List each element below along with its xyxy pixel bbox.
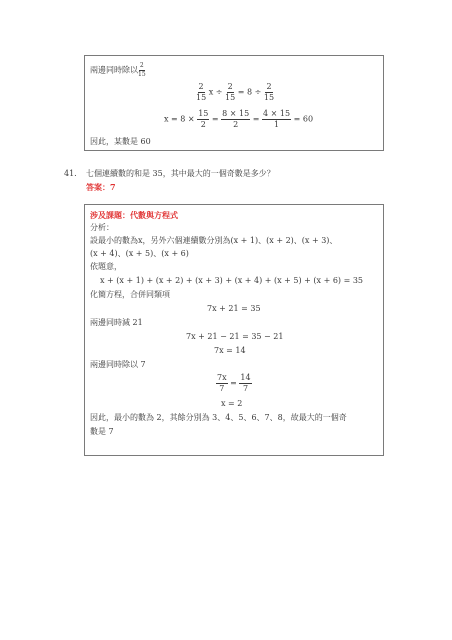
eq1-mid2: = 8 ÷ [237, 87, 262, 97]
divide-fraction-num: 2 [139, 62, 144, 69]
setup-line-2: (x + 4)、(x + 5)、(x + 6) [90, 249, 189, 258]
eq1-frac-b-den: 15 [225, 93, 236, 102]
eq2-frac-b [221, 110, 250, 129]
eq2-frac-b-den: 2 [233, 120, 239, 129]
eq1-frac-a [196, 83, 206, 102]
eq2-frac-a-den: 2 [200, 120, 206, 129]
eq2-frac-c-num: 4 × 15 [263, 109, 291, 118]
setup-line-1: 設最小的數為x，另外六個連續數分別為(x + 1)、(x + 2)、(x + 3)、 [90, 236, 338, 245]
equation-x-2: x = 2 [221, 399, 243, 408]
divide-label: 兩邊同時除以 7 [90, 360, 146, 369]
div-frac-left-num: 7x [217, 373, 227, 382]
simplify-label: 化簡方程，合併同類項 [90, 290, 170, 299]
divide-instruction-text: 兩邊同時除以 [90, 65, 138, 75]
divide-fraction [138, 63, 146, 78]
equation-sum: x + (x + 1) + (x + 2) + (x + 3) + (x + 4) + (x + 5) + (x + 6) = 35 [100, 276, 364, 285]
div-frac-left-den: 7 [219, 384, 225, 393]
analysis-label: 分析： [90, 223, 114, 232]
question-text: 七個連續數的和是 35，其中最大的一個奇數是多少？ [86, 169, 275, 178]
eq1-frac-a-den: 15 [196, 93, 207, 102]
answer-label: 答案：7 [86, 182, 116, 192]
eq1-frac-b [225, 83, 235, 102]
eq2-left: x = 8 × [164, 114, 195, 124]
equation-divide [196, 83, 274, 102]
eq2-frac-c-den: 1 [274, 120, 280, 129]
according-label: 依題意， [90, 262, 122, 271]
div-frac-right [239, 374, 251, 393]
equation-simplified: 7x + 21 = 35 [207, 304, 261, 313]
box1-conclusion: 因此，某數是 60 [90, 137, 151, 146]
eq2-frac-c [262, 110, 291, 129]
divide-instruction [90, 63, 146, 78]
eq1-mid1: x ÷ [208, 87, 223, 97]
eq1-frac-c-den: 15 [263, 93, 275, 102]
div-frac-right-den: 7 [242, 384, 249, 393]
eq2-frac-b-num: 8 × 15 [222, 109, 250, 118]
eq1-frac-c-num: 2 [266, 82, 272, 91]
div-eq-mid: = [230, 378, 237, 388]
equation-7x-14: 7x = 14 [214, 346, 246, 355]
conclusion-line-2: 數是 7 [90, 427, 114, 436]
equation-solve-x [164, 110, 313, 129]
subtract-label: 兩邊同時減 21 [90, 318, 143, 327]
conclusion-line-1: 因此，最小的數為 2，其餘分別為 3、4、5、6、7、8，故最大的一個奇 [90, 413, 347, 422]
eq1-frac-c [264, 83, 274, 102]
equation-divide-7 [216, 374, 252, 393]
div-frac-right-num: 14 [240, 373, 251, 382]
eq1-frac-b-num: 2 [227, 82, 233, 91]
eq2-frac-a [197, 110, 209, 129]
eq2-frac-a-num: 15 [198, 109, 209, 118]
topic-label: 涉及課題：代數與方程式 [90, 210, 178, 220]
divide-fraction-den: 15 [138, 71, 146, 78]
eq1-frac-a-num: 2 [198, 82, 204, 91]
eq2-eq-b: = [252, 114, 260, 124]
equation-subtract: 7x + 21 − 21 = 35 − 21 [186, 332, 284, 341]
eq2-right: = 60 [293, 114, 314, 124]
div-frac-left [216, 374, 228, 393]
eq2-eq-a: = [211, 114, 219, 124]
question-number: 41. [64, 169, 77, 178]
